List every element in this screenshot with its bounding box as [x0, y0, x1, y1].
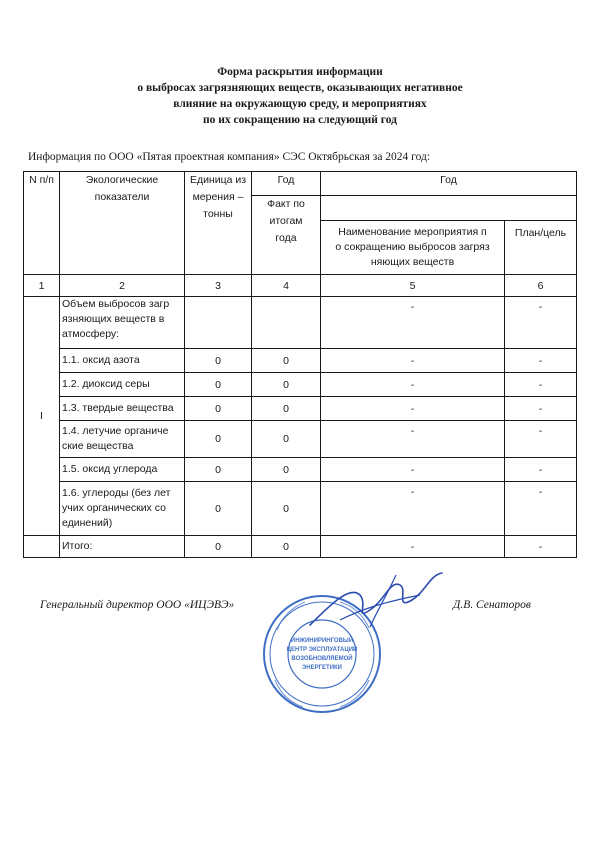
- table-row: [24, 421, 577, 458]
- row-plan: -: [505, 458, 577, 482]
- header-num: N п/п: [24, 172, 60, 275]
- row-measure: -: [321, 482, 505, 536]
- signatory-name: Д.В. Сенаторов: [453, 599, 531, 611]
- row-unit: 0: [185, 373, 252, 397]
- total-label: Итого:: [60, 536, 185, 558]
- row-label: 1.2. диоксид серы: [60, 373, 185, 397]
- header-plan: План/цель: [505, 221, 577, 275]
- table-row: [24, 397, 577, 421]
- row-unit: 0: [185, 458, 252, 482]
- document-title: [0, 64, 600, 128]
- title-line-2: о выбросах загрязняющих веществ, оказывающих негативное: [137, 82, 463, 94]
- signatory-position: Генеральный директор ООО «ИЦЭВЭ»: [40, 599, 235, 611]
- title-line-4: по их сокращению на следующий год: [203, 114, 397, 126]
- title-line-3: влияние на окружающую среду, и мероприятиях: [173, 98, 427, 110]
- total-fact: 0: [252, 536, 321, 558]
- header-fact: Факт по итогам года: [252, 196, 321, 275]
- row-measure: -: [321, 397, 505, 421]
- stamp-line-3: ВОЗОБНОВЛЯЕМОЙ: [291, 656, 353, 662]
- row-label: 1.6. углероды (без лет учих органических со единений): [60, 482, 185, 536]
- row-plan: -: [505, 397, 577, 421]
- row-fact: 0: [252, 421, 321, 458]
- stamp-line-2: ЦЕНТР ЭКСПЛУАТАЦИИ: [286, 647, 358, 653]
- handwritten-signature: [300, 565, 450, 635]
- header-year-plan: Год: [321, 172, 577, 196]
- row-unit: 0: [185, 421, 252, 458]
- row-fact: 0: [252, 482, 321, 536]
- colnum-6: 6: [505, 275, 577, 297]
- title-line-1: Форма раскрытия информации: [217, 66, 383, 78]
- stamp-line-1: ИНЖИНИРИНГОВЫЙ: [290, 638, 354, 644]
- header-indicators: Экологические показатели: [60, 172, 185, 275]
- row-plan: -: [505, 421, 577, 458]
- stamp-line-4: ЭНЕРГЕТИКИ: [302, 665, 342, 671]
- row-plan: -: [505, 349, 577, 373]
- total-plan: -: [505, 536, 577, 558]
- row-measure: -: [321, 421, 505, 458]
- header-unit: Единица из мерения – тонны: [185, 172, 252, 275]
- row-unit: 0: [185, 397, 252, 421]
- row-plan: -: [505, 482, 577, 536]
- row-measure: -: [321, 297, 505, 349]
- total-measure: -: [321, 536, 505, 558]
- table-row: [24, 373, 577, 397]
- row-fact: 0: [252, 373, 321, 397]
- row-unit: 0: [185, 349, 252, 373]
- total-unit: 0: [185, 536, 252, 558]
- row-fact: 0: [252, 458, 321, 482]
- row-measure: -: [321, 373, 505, 397]
- section-num: I: [24, 297, 60, 536]
- row-fact: 0: [252, 349, 321, 373]
- row-unit: 0: [185, 482, 252, 536]
- row-label: Объем выбросов загр язняющих веществ в атмосферу:: [60, 297, 185, 349]
- colnum-5: 5: [321, 275, 505, 297]
- table-row: [24, 349, 577, 373]
- document-subtitle: Информация по ООО «Пятая проектная компания» СЭС Октябрьская за 2024 год:: [28, 151, 431, 163]
- colnum-4: 4: [252, 275, 321, 297]
- table-row: [24, 458, 577, 482]
- row-fact: [252, 297, 321, 349]
- row-label: 1.1. оксид азота: [60, 349, 185, 373]
- row-unit: [185, 297, 252, 349]
- table-row: [24, 297, 577, 349]
- row-label: 1.4. летучие органиче ские вещества: [60, 421, 185, 458]
- header-year-fact: Год: [252, 172, 321, 196]
- row-measure: -: [321, 349, 505, 373]
- header-blank: [321, 196, 577, 221]
- emissions-table: [23, 171, 577, 558]
- total-row: [24, 536, 577, 558]
- row-plan: -: [505, 373, 577, 397]
- row-measure: -: [321, 458, 505, 482]
- row-fact: 0: [252, 397, 321, 421]
- total-blank: [24, 536, 60, 558]
- header-measures: Наименование мероприятия п о сокращению выбросов загряз няющих веществ: [321, 221, 505, 275]
- table-row: [24, 482, 577, 536]
- colnum-3: 3: [185, 275, 252, 297]
- colnum-1: 1: [24, 275, 60, 297]
- colnum-2: 2: [60, 275, 185, 297]
- row-label: 1.3. твердые вещества: [60, 397, 185, 421]
- row-label: 1.5. оксид углерода: [60, 458, 185, 482]
- row-plan: -: [505, 297, 577, 349]
